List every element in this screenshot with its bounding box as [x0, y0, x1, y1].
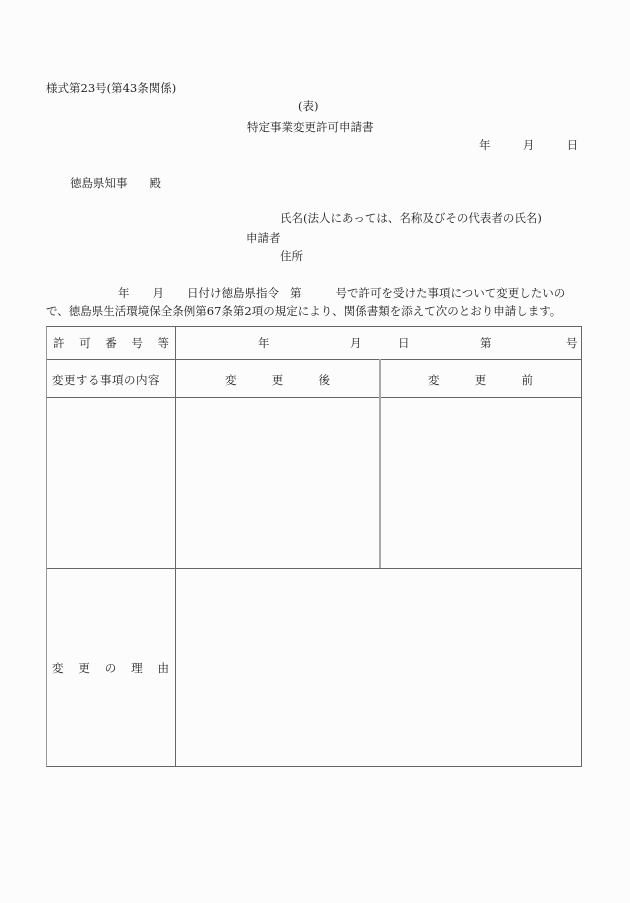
permit-number-field[interactable] [176, 327, 581, 359]
permit-no-suffix: 号 [566, 336, 578, 350]
application-date [479, 137, 578, 153]
applicant-address-label: 住所 [280, 249, 303, 263]
application-table [46, 326, 582, 767]
permit-no-prefix: 第 [480, 336, 492, 350]
header-char: 変 [225, 373, 237, 387]
change-reason-label [52, 660, 169, 676]
addressee-name: 徳島県知事 [70, 176, 128, 190]
body-text-line-2: で、徳島県生活環境保全条例第67条第2項の規定により、関係書類を添えて次のとおり申請します。 [46, 304, 562, 318]
side-label: (表) [298, 99, 319, 113]
date-year-label: 年 [479, 138, 491, 152]
label-char: の [104, 661, 117, 675]
applicant-label: 申請者 [246, 231, 281, 245]
body-line-1-tail: 号で許可を受けた事項について変更したいの [335, 286, 566, 300]
date-day-label: 日 [566, 138, 579, 152]
permit-year-label: 年 [258, 336, 270, 350]
label-char: 変 [52, 661, 64, 675]
body-text-line-1 [118, 285, 565, 301]
change-reason-field[interactable] [176, 569, 581, 766]
label-char: 可 [79, 336, 91, 350]
change-item-field[interactable] [47, 398, 175, 568]
permit-month-label: 月 [350, 336, 362, 350]
label-char: 号 [131, 336, 143, 350]
permit-day-label: 日 [398, 336, 410, 350]
after-change-field[interactable] [176, 398, 379, 568]
row-divider [47, 359, 581, 360]
header-char: 変 [428, 373, 440, 387]
after-change-header [225, 372, 330, 388]
label-char: 番 [105, 336, 117, 350]
date-month-label: 月 [522, 138, 535, 152]
page-title: 特定事業変更許可申請書 [247, 120, 374, 134]
label-char: 更 [78, 661, 90, 675]
header-char: 後 [318, 373, 330, 387]
permit-number-label [53, 335, 169, 351]
label-char: 許 [53, 336, 65, 350]
header-char: 前 [521, 373, 533, 387]
applicant-name-label: 氏名(法人にあっては、名称及びその代表者の氏名) [280, 211, 542, 225]
addressee-honorific: 殿 [149, 176, 161, 190]
body-year: 年 [118, 286, 130, 300]
addressee [70, 175, 161, 191]
change-items-label: 変更する事項の内容 [52, 373, 160, 387]
header-char: 更 [271, 373, 284, 387]
label-char: 理 [131, 661, 143, 675]
body-month: 月 [152, 286, 164, 300]
label-char: 由 [157, 661, 169, 675]
before-change-header [428, 372, 533, 388]
before-change-field[interactable] [381, 398, 581, 568]
body-date-ref: 日付け徳島県指令 [187, 286, 279, 300]
body-number-prefix: 第 [290, 286, 302, 300]
form-number: 様式第23号(第43条関係) [46, 81, 177, 95]
label-char: 等 [157, 336, 169, 350]
header-char: 更 [474, 373, 487, 387]
